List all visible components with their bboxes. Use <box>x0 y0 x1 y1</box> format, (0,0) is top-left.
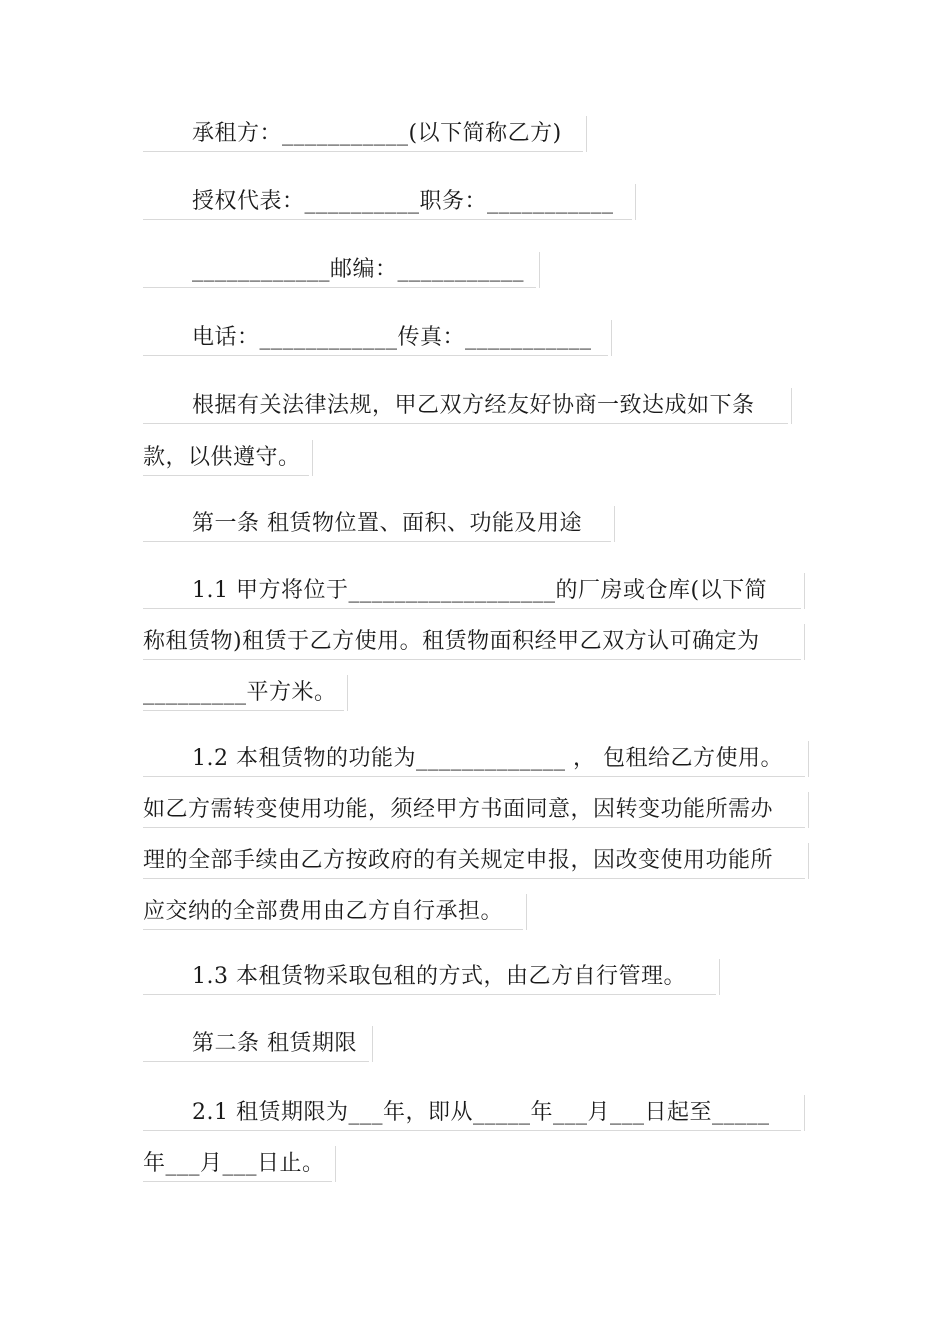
paragraph-line: 应交纳的全部费用由乙方自行承担。 <box>143 896 523 928</box>
paragraph-line: _________平方米。 <box>143 677 344 709</box>
article-2-heading <box>143 1028 369 1060</box>
paragraph-line: 理的全部手续由乙方按政府的有关规定申报，因改变使用功能所 <box>143 845 805 877</box>
paragraph-line: 根据有关法律法规，甲乙双方经友好协商一致达成如下条 <box>143 390 788 422</box>
authorized-rep-field <box>143 186 632 218</box>
clause-1-2 <box>143 743 805 928</box>
paragraph-line: ____________邮编：___________ <box>143 254 536 286</box>
paragraph-line: 第一条 租赁物位置、面积、功能及用途 <box>143 508 611 540</box>
preamble-paragraph <box>143 390 788 474</box>
paragraph-line: 年___月___日止。 <box>143 1148 332 1180</box>
clause-1-1 <box>143 575 801 709</box>
paragraph-line: 1.1 甲方将位于__________________的厂房或仓库(以下简 <box>143 575 801 607</box>
paragraph-line: 称租赁物)租赁于乙方使用。租赁物面积经甲乙双方认可确定为 <box>143 626 801 658</box>
address-postcode-field <box>143 254 536 286</box>
phone-fax-field <box>143 322 608 354</box>
clause-2-1 <box>143 1097 801 1180</box>
paragraph-line: 电话：____________传真：___________ <box>143 322 608 354</box>
paragraph-line: 授权代表：__________职务：___________ <box>143 186 632 218</box>
article-1-heading <box>143 508 611 540</box>
paragraph-line: 1.3 本租赁物采取包租的方式，由乙方自行管理。 <box>143 961 716 993</box>
paragraph-line: 如乙方需转变使用功能，须经甲方书面同意，因转变功能所需办 <box>143 794 805 826</box>
paragraph-line: 第二条 租赁期限 <box>143 1028 369 1060</box>
clause-1-3 <box>143 961 716 993</box>
lessee-field <box>143 118 583 150</box>
paragraph-line: 1.2 本租赁物的功能为_____________ ， 包租给乙方使用。 <box>143 743 805 775</box>
paragraph-line: 承租方：___________(以下简称乙方) <box>143 118 583 150</box>
paragraph-line: 款，以供遵守。 <box>143 442 309 474</box>
paragraph-line: 2.1 租赁期限为___年，即从_____年___月___日起至_____ <box>143 1097 801 1129</box>
